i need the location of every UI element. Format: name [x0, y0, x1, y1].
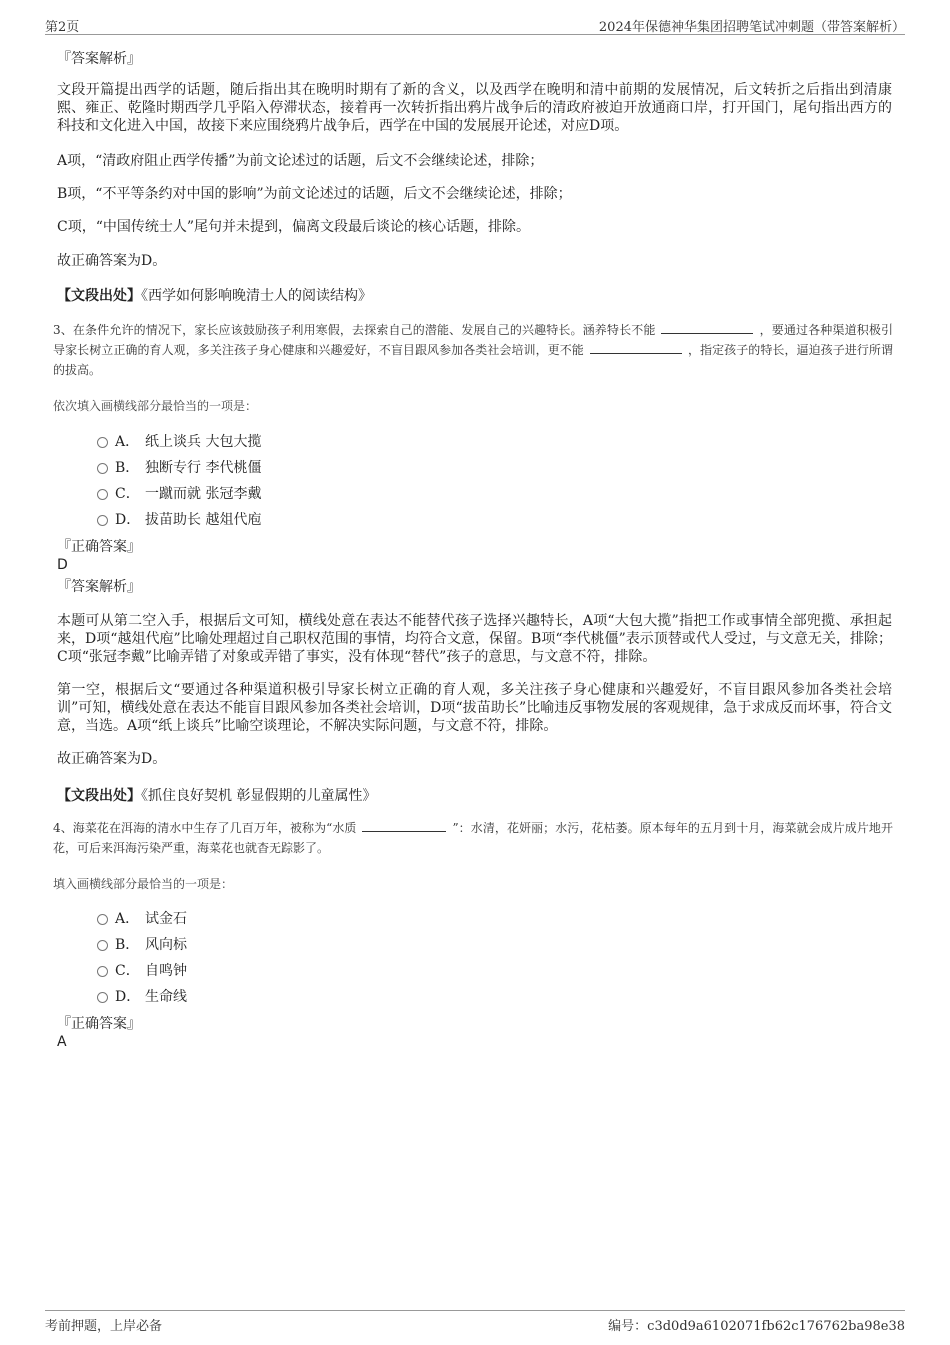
radio-button[interactable]: [97, 966, 108, 977]
question-stem: [53, 320, 893, 380]
analysis-paragraph: 故正确答案为D。: [57, 751, 167, 767]
answer-blank: [362, 819, 446, 832]
document-title: 2024年保德神华集团招聘笔试冲刺题（带答案解析）: [598, 20, 905, 35]
answer-blank: [661, 321, 753, 334]
question-stem: [53, 818, 893, 858]
radio-button[interactable]: [97, 515, 108, 526]
option-text: 风向标: [145, 937, 187, 953]
analysis-paragraph: 本题可从第二空入手，根据后文可知，横线处意在表达不能替代孩子选择兴趣特长，A项“大包大揽”指把工作或事情全部兜揽、承担起来，D项“越俎代庖”比喻处理超过自己职权范围的事情，均符合文意，保留。B项“李代桃僵”表示顶替或代人受过，与文意无关，排除；C项“张冠李戴”比喻弄错了对象或弄错了事实，没有体现“替代”孩子的意思，与文意不符，排除。: [57, 613, 892, 665]
page-footer: [45, 1310, 905, 1333]
radio-button[interactable]: [97, 437, 108, 448]
correct-answer: D: [57, 557, 68, 573]
stem-text: ”：水清，花妍丽；水污，花枯萎。原本每年的五月到十月，海菜就会成片成片地开花，可后来洱海污染严重，海菜花也就杳无踪影了。: [53, 821, 893, 855]
analysis-paragraph: C项，“中国传统士人”尾句并未提到，偏离文段最后谈论的核心话题，排除。: [57, 219, 531, 235]
stem-text: ，要通过各种渠道积极引导家长树立正确的育人观，多关注孩子身心健康和兴趣爱好，不盲目跟风参加各类社会培训，更不能: [53, 323, 893, 357]
source-title: 《西学如何影响晚清士人的阅读结构》: [141, 288, 372, 304]
source-citation: [57, 285, 892, 305]
question-prompt: 填入画横线部分最恰当的一项是：: [53, 877, 234, 891]
radio-button[interactable]: [97, 914, 108, 925]
source-citation: [57, 785, 892, 805]
option-text: 拔苗助长 越俎代庖: [145, 512, 262, 528]
option-text: 独断专行 李代桃僵: [145, 460, 262, 476]
page-number: 第2页: [45, 20, 80, 35]
source-title: 《抓住良好契机 彰显假期的儿童属性》: [141, 788, 377, 804]
radio-button[interactable]: [97, 463, 108, 474]
option-text: 试金石: [145, 911, 187, 927]
analysis-paragraph: 故正确答案为D。: [57, 253, 167, 269]
document-code: 编号：c3d0d9a6102071fb62c176762ba98e38: [608, 1319, 905, 1334]
option-text: 纸上谈兵 大包大揽: [145, 434, 262, 450]
analysis-label: 『答案解析』: [57, 579, 141, 595]
option-letter: D．: [115, 989, 141, 1005]
analysis-label: 『答案解析』: [57, 51, 141, 67]
option-letter: B．: [115, 937, 140, 953]
analysis-paragraph: 第一空，根据后文“要通过各种渠道积极引导家长树立正确的育人观，多关注孩子身心健康和兴趣爱好，不盲目跟风参加各类社会培训”可知，横线处意在表达不能盲目跟风参加各类社会培训，D项“拔苗助长”比喻违反事物发展的客观规律，急于求成反而坏事，符合文意，当选。A项“纸上谈兵”比喻空谈理论，不解决实际问题，与文意不符，排除。: [57, 682, 892, 734]
analysis-paragraph: B项，“不平等条约对中国的影响”为前文论述过的话题，后文不会继续论述，排除；: [57, 186, 572, 202]
option-letter: A．: [115, 911, 140, 927]
analysis-paragraph: A项，“清政府阻止西学传播”为前文论述过的话题，后文不会继续论述，排除；: [57, 153, 544, 169]
stem-text: 3、在条件允许的情况下，家长应该鼓励孩子利用寒假，去探索自己的潜能、发展自己的兴趣特长。涵养特长不能: [53, 323, 656, 337]
correct-answer: A: [57, 1034, 67, 1050]
radio-button[interactable]: [97, 940, 108, 951]
option-letter: A．: [115, 434, 140, 450]
analysis-paragraph: 文段开篇提出西学的话题，随后指出其在晚明时期有了新的含义，以及西学在晚明和清中前期的发展情况，后文转折之后指出到清康熙、雍正、乾隆时期西学几乎陷入停滞状态，接着再一次转折指出鸦片战争后的清政府被迫开放通商口岸，打开国门，尾句指出西方的科技和文化进入中国，故接下来应围绕鸦片战争后，西学在中国的发展展开论述，对应D项。: [57, 82, 892, 134]
stem-text: 4、海菜花在洱海的清水中生存了几百万年，被称为“水质: [53, 821, 357, 835]
option-letter: C．: [115, 963, 140, 979]
correct-answer-label: 『正确答案』: [57, 539, 141, 555]
footer-slogan: 考前押题，上岸必备: [45, 1319, 163, 1334]
option-text: 一蹴而就 张冠李戴: [145, 486, 262, 502]
source-label: 【文段出处】: [57, 288, 141, 304]
option-letter: B．: [115, 460, 140, 476]
answer-blank: [590, 341, 682, 354]
option-text: 自鸣钟: [145, 963, 187, 979]
page-header: [45, 14, 905, 35]
option-letter: C．: [115, 486, 140, 502]
option-letter: D．: [115, 512, 141, 528]
source-label: 【文段出处】: [57, 788, 141, 804]
correct-answer-label: 『正确答案』: [57, 1016, 141, 1032]
radio-button[interactable]: [97, 992, 108, 1003]
radio-button[interactable]: [97, 489, 108, 500]
stem-text: ，指定孩子的特长，逼迫孩子进行所谓的拔高。: [53, 343, 893, 377]
question-prompt: 依次填入画横线部分最恰当的一项是：: [53, 399, 258, 413]
option-text: 生命线: [145, 989, 187, 1005]
